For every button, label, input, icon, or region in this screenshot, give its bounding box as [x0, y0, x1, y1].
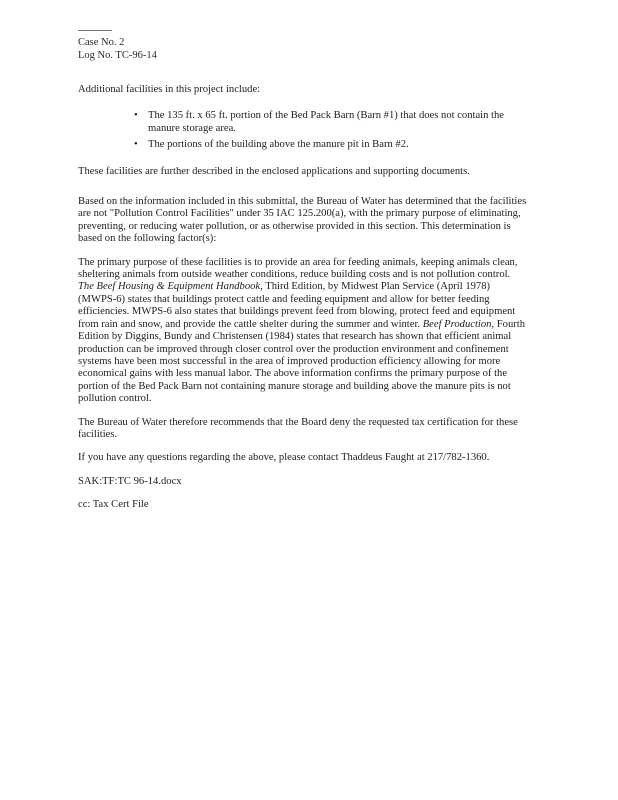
header-rule — [78, 30, 112, 31]
document-body — [78, 84, 528, 523]
file-reference: SAK:TF:TC 96-14.docx — [78, 475, 182, 487]
primary-part-1: The primary purpose of these facilities is to provide an area for feeding animals, keeping animals clean, sheltering animals from outside weather conditions, reduce building costs and is not pollution control. — [78, 256, 518, 281]
log-number: Log No. TC-96-14 — [78, 50, 157, 61]
recommendation-paragraph: The Bureau of Water therefore recommends that the Board deny the requested tax certification for these facilities. — [78, 416, 518, 440]
intro-paragraph: Additional facilities in this project include: — [78, 84, 261, 95]
citation-beef-production: Beef Production — [422, 318, 492, 330]
case-number: Case No. 2 — [78, 37, 125, 48]
facility-item-2: • The portions of the building above the manure pit in Barn #2. — [148, 139, 528, 151]
described-paragraph: These facilities are further described in the enclosed applications and supporting documents. — [78, 165, 470, 177]
facility-item-1: • The 135 ft. x 65 ft. portion of the Bed Pack Barn (Barn #1) that does not contain the manure storage area. — [148, 110, 528, 135]
facility-list — [78, 110, 528, 151]
document-header — [78, 30, 157, 62]
primary-purpose-paragraph — [78, 257, 528, 406]
primary-part-3: , Fourth Edition by Diggins, Bundy and Christensen (1984) states that research has shown that efficient animal production can be improved through closer control over the production environment and confinement systems have been most successful in the area of improved production efficiency allowing for more economical gains with less manual labor. The above information confirms the primary purpose of the portion of the Bed Pack Barn not containing manure storage and building above the manure pits is not pollution control. — [78, 318, 526, 405]
contact-paragraph: If you have any questions regarding the above, please contact Thaddeus Faught at 217/782-1360. — [78, 452, 490, 464]
citation-beef-housing: The Beef Housing & Equipment Handbook — [78, 281, 261, 293]
primary-part-2: , Third Edition, by Midwest Plan Service (April 1978) (MWPS-6) states that buildings protect cattle and feeding equipment and allow for better feeding efficiencies. MWPS-6 also states that buildings prevent feed from blowing, protect feed and equipment from rain and snow, and provide the cattle shelter during the summer and winter. — [78, 281, 516, 330]
cc-line: cc: Tax Cert File — [78, 499, 149, 511]
determination-paragraph: Based on the information included in this submittal, the Bureau of Water has determined that the facilities are not "Pollution Control Facilities" under 35 IAC 125.200(a), with the primary purpose of eliminating, preventing, or reducing water pollution, or as otherwise provided in this section. This determination is based on the following factor(s): — [78, 196, 527, 245]
